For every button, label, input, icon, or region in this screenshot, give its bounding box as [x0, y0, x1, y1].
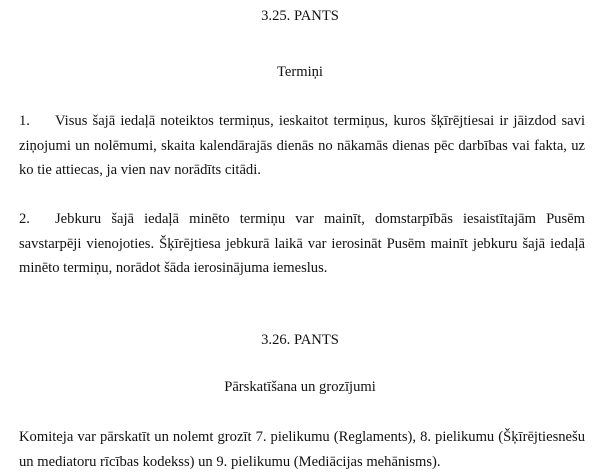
paragraph-text: Jebkuru šajā iedaļā minēto termiņu var mainīt, domstarpībās iesaistītajām Pusēm savstarpēji vienojoties. Šķīrējtiesa jebkurā laikā var ierosināt Pusēm mainīt jebkuru šajā iedaļā minēto termiņu, norādot šāda ierosinājuma iemeslus. [19, 211, 585, 276]
article-title-3-26: Pārskatīšana un grozījumi [224, 379, 376, 395]
article-heading-3-25: 3.25. PANTS [261, 8, 339, 24]
paragraph-3-26: Komiteja var pārskatīt un nolemt grozīt 7. pielikumu (Reglaments), 8. pielikumu (Šķīrējtiesnešu un mediatoru rīcības kodekss) un 9. pielikumu (Mediācijas mehānisms). [19, 429, 585, 470]
article-heading-3-26: 3.26. PANTS [261, 332, 339, 348]
paragraph-number: 2. [19, 211, 30, 227]
paragraph-text: Visus šajā iedaļā noteiktos termiņus, ieskaitot termiņus, kuros šķīrējtiesai ir jāizdod savi ziņojumi un nolēmumi, skaita kalendārajās dienās no nākamās dienas pēc darbības vai fakta, uz ko tie attiecas, ja vien nav norādīts citādi. [19, 113, 585, 178]
paragraph-3-25-2 [19, 207, 585, 281]
paragraph-3-25-1 [19, 109, 585, 183]
article-title-3-25: Termiņi [277, 64, 323, 80]
paragraph-number: 1. [19, 113, 30, 129]
